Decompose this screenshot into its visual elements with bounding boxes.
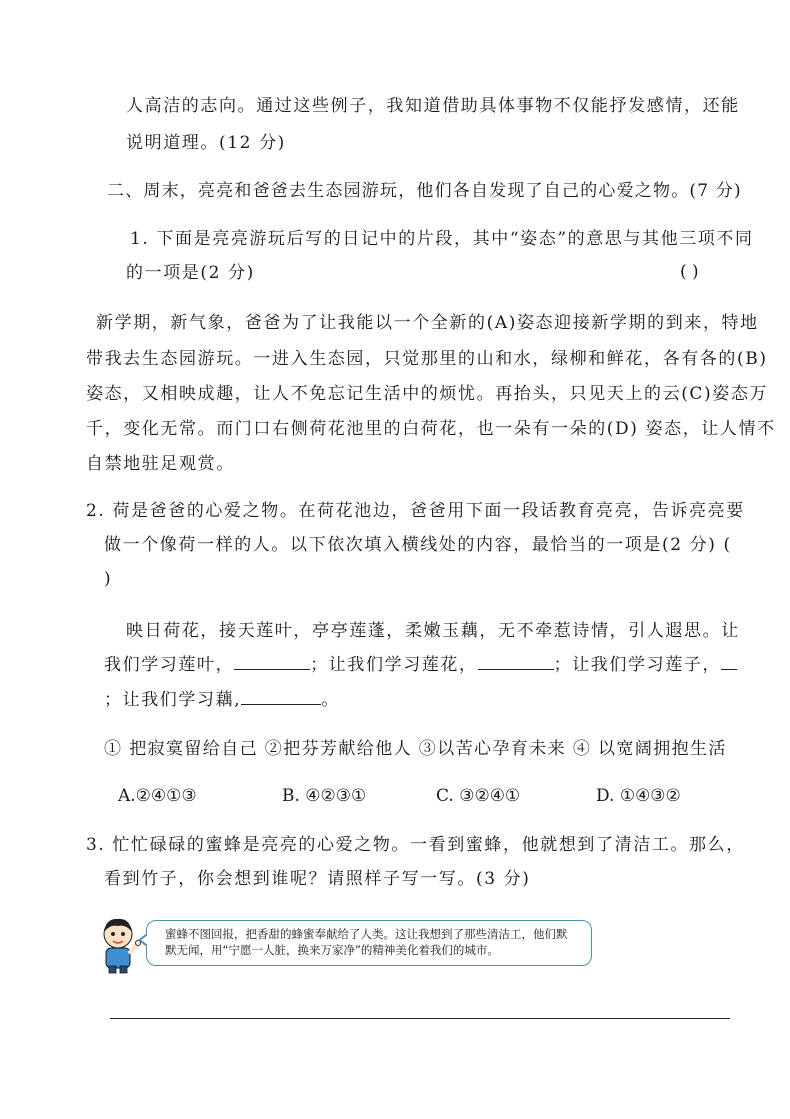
bubble-tail-inner	[141, 935, 148, 945]
q2-passage-text: ；让我们学习莲花，	[310, 655, 478, 675]
fill-blank[interactable]	[478, 655, 554, 670]
intro-line-2: 说明道理。(12 分)	[126, 133, 286, 153]
q1-passage-line: 姿态，又相映成趣，让人不免忘记生活中的烦忧。再抬头，只见天上的云(C)姿态万	[86, 384, 769, 404]
q2-prompt-line-1: 2. 荷是爸爸的心爱之物。在荷花池边，爸爸用下面一段话教育亮亮，告诉亮亮要	[86, 501, 745, 521]
q3-prompt-line-2: 看到竹子，你会想到谁呢？请照样子写一写。(3 分)	[104, 869, 531, 889]
q2-passage-line-1: 映日荷花，接天莲叶，亭亭莲蓬，柔嫩玉藕，无不牵惹诗情，引人遐思。让	[126, 621, 740, 641]
q1-passage-line: 新学期，新气象，爸爸为了让我能以一个全新的(A)姿态迎接新学期的到来，特地	[96, 313, 759, 333]
q2-passage-text: 我们学习莲叶，	[104, 655, 235, 675]
option-c[interactable]: C. ③②④①	[436, 786, 521, 806]
answer-writing-line[interactable]	[110, 1018, 730, 1019]
section-heading: 二、周末，亮亮和爸爸去生态园游玩，他们各自发现了自己的心爱之物。(7 分)	[107, 181, 742, 201]
fill-blank[interactable]	[721, 655, 737, 670]
q2-passage-line-3	[104, 689, 340, 711]
q1-prompt-line-2: 的一项是(2 分)	[126, 263, 255, 283]
q1-answer-bracket[interactable]: ( )	[680, 262, 699, 282]
q1-passage-line: 千，变化无常。而门口右侧荷花池里的白荷花，也一朵有一朵的(D) 姿态，让人情不	[86, 419, 776, 439]
example-speech-bubble	[146, 920, 592, 966]
q2-passage-text: 。	[321, 690, 340, 710]
option-a[interactable]: A.②④①③	[118, 786, 197, 806]
q1-passage-line: 带我去生态园游玩。一进入生态园，只觉那里的山和水，绿柳和鲜花，各有各的(B)	[86, 349, 768, 369]
option-b[interactable]: B. ④②③①	[282, 786, 367, 806]
q1-prompt-line-1: 1. 下面是亮亮游玩后写的日记中的片段，其中“姿态”的意思与其他三项不同	[130, 229, 754, 249]
q2-passage-line-2	[104, 654, 737, 676]
q2-choices: ① 把寂寞留给自己 ②把芬芳献给他人 ③以苦心孕育未来 ④ 以宽阔拥抱生活	[104, 739, 727, 759]
fill-blank[interactable]	[241, 690, 321, 705]
fill-blank[interactable]	[234, 655, 310, 670]
q2-passage-text: ；让我们学习藕,	[104, 690, 242, 710]
intro-line-1: 人高洁的志向。通过这些例子，我知道借助具体事物不仅能抒发感情，还能	[126, 96, 740, 116]
q2-passage-text: ；让我们学习莲子，	[553, 655, 722, 675]
boy-illustration	[96, 914, 142, 974]
example-text-line-2: 默无闻，用“宁愿一人脏，换来万家净”的精神美化着我们的城市。	[165, 943, 499, 957]
example-text	[165, 926, 568, 958]
q2-prompt-line-3: )	[104, 569, 113, 589]
q2-prompt-line-2: 做一个像荷一样的人。以下依次填入横线处的内容，最恰当的一项是(2 分) (	[104, 535, 732, 555]
example-text-line-1: 蜜蜂不图回报，把香甜的蜂蜜奉献给了人类。这让我想到了那些清洁工，他们默	[165, 927, 568, 941]
option-d[interactable]: D. ①④③②	[596, 786, 681, 806]
q3-prompt-line-1: 3. 忙忙碌碌的蜜蜂是亮亮的心爱之物。一看到蜜蜂，他就想到了清洁工。那么，	[86, 835, 745, 855]
q1-passage-line: 自禁地驻足观赏。	[86, 454, 235, 474]
